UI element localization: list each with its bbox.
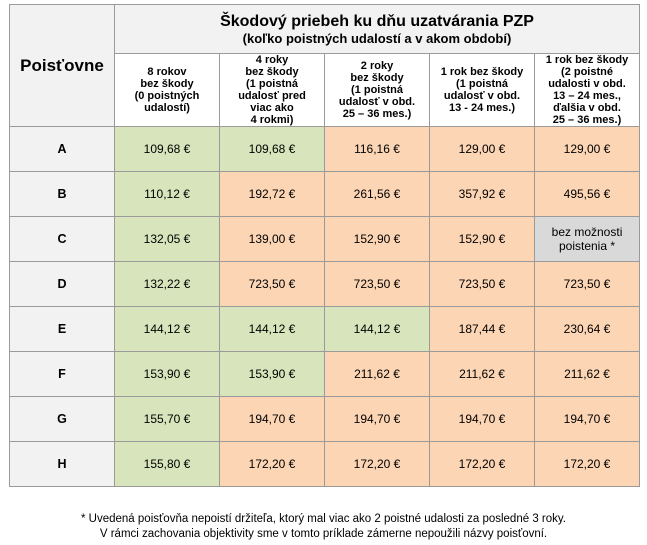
page-title: Škodový priebeh ku dňu uzatvárania PZP bbox=[220, 12, 534, 30]
premium-cell: 172,20 € bbox=[535, 442, 640, 487]
insurer-label: C bbox=[10, 217, 115, 262]
premium-cell: 152,90 € bbox=[430, 217, 535, 262]
premium-cell: 194,70 € bbox=[535, 397, 640, 442]
premium-cell: 723,50 € bbox=[220, 262, 325, 307]
column-header-line: 25 – 36 mes.) bbox=[342, 108, 412, 120]
row-header-label: Poisťovne bbox=[10, 5, 115, 127]
premium-cell: 155,70 € bbox=[115, 397, 220, 442]
table-row bbox=[10, 352, 640, 397]
column-header-4 bbox=[430, 54, 535, 127]
premium-cell: 129,00 € bbox=[535, 127, 640, 172]
column-header-line: (1 poistná bbox=[246, 78, 298, 90]
premium-cell: 109,68 € bbox=[115, 127, 220, 172]
table-row bbox=[10, 442, 640, 487]
premium-cell: 194,70 € bbox=[430, 397, 535, 442]
insurer-label: G bbox=[10, 397, 115, 442]
premium-cell: 211,62 € bbox=[535, 352, 640, 397]
premium-cell: 153,90 € bbox=[115, 352, 220, 397]
premium-cell: 194,70 € bbox=[220, 397, 325, 442]
premium-cell: 261,56 € bbox=[325, 172, 430, 217]
insurer-label: D bbox=[10, 262, 115, 307]
table-body bbox=[10, 127, 640, 487]
premium-cell: 172,20 € bbox=[430, 442, 535, 487]
column-header-line: 1 rok bez škody bbox=[440, 66, 524, 78]
column-header-line: (2 poistné bbox=[561, 66, 613, 78]
table-row bbox=[10, 397, 640, 442]
column-header-line: 2 roky bbox=[360, 60, 394, 72]
insurer-label: H bbox=[10, 442, 115, 487]
premium-cell: 132,05 € bbox=[115, 217, 220, 262]
table-row bbox=[10, 172, 640, 217]
column-header-line: udalosť v obd. bbox=[443, 90, 521, 102]
column-header-line: (0 poistných bbox=[134, 90, 200, 102]
table-row bbox=[10, 217, 640, 262]
premium-cell: 194,70 € bbox=[325, 397, 430, 442]
column-header-line: 1 rok bez škody bbox=[545, 54, 629, 66]
insurer-label: F bbox=[10, 352, 115, 397]
column-header-line: viac ako bbox=[250, 102, 294, 114]
premium-cell: 109,68 € bbox=[220, 127, 325, 172]
premium-cell: 172,20 € bbox=[220, 442, 325, 487]
premium-cell: 187,44 € bbox=[430, 307, 535, 352]
insurance-comparison-table bbox=[9, 4, 640, 487]
column-header-3 bbox=[325, 54, 430, 127]
column-header-line: 4 rokmi) bbox=[250, 114, 294, 126]
footnote-line-1: * Uvedená poisťovňa nepoistí držiteľa, ktorý mal viac ako 2 poistné udalosti za posledné 3 roky. bbox=[81, 513, 566, 525]
footnote bbox=[0, 512, 647, 542]
column-header-line: ďalšia v obd. bbox=[553, 102, 621, 114]
premium-cell: 723,50 € bbox=[325, 262, 430, 307]
table-row bbox=[10, 307, 640, 352]
cell-note-line: bez možnosti bbox=[551, 225, 623, 239]
column-header-5 bbox=[535, 54, 640, 127]
premium-cell: 116,16 € bbox=[325, 127, 430, 172]
premium-cell: 211,62 € bbox=[325, 352, 430, 397]
premium-cell: 192,72 € bbox=[220, 172, 325, 217]
premium-cell: 723,50 € bbox=[535, 262, 640, 307]
premium-cell: 132,22 € bbox=[115, 262, 220, 307]
premium-cell: 152,90 € bbox=[325, 217, 430, 262]
insurer-label: E bbox=[10, 307, 115, 352]
column-header-line: 25 – 36 mes.) bbox=[552, 114, 622, 126]
column-header-line: bez škody bbox=[350, 72, 404, 84]
premium-cell: 230,64 € bbox=[535, 307, 640, 352]
premium-cell: 172,20 € bbox=[325, 442, 430, 487]
page-subtitle: (koľko poistných udalostí a v akom období) bbox=[242, 30, 512, 46]
table-row bbox=[10, 127, 640, 172]
column-header-line: (1 poistná bbox=[351, 84, 403, 96]
premium-cell: 139,00 € bbox=[220, 217, 325, 262]
table-row bbox=[10, 262, 640, 307]
table-title bbox=[115, 5, 640, 54]
premium-cell: 495,56 € bbox=[535, 172, 640, 217]
premium-cell: 129,00 € bbox=[430, 127, 535, 172]
premium-cell: 211,62 € bbox=[430, 352, 535, 397]
column-header-1 bbox=[115, 54, 220, 127]
column-header-line: (1 poistná bbox=[456, 78, 508, 90]
premium-cell: 144,12 € bbox=[220, 307, 325, 352]
cell-note-line: poistenia * bbox=[558, 239, 616, 253]
footnote-line-2: V rámci zachovania objektivity sme v tomto príklade zámerne nepoužili názvy poisťovní. bbox=[99, 528, 548, 540]
premium-cell: 144,12 € bbox=[115, 307, 220, 352]
column-header-line: udalosť pred bbox=[238, 90, 306, 102]
column-header-line: 13 – 24 mes., bbox=[553, 90, 621, 102]
premium-cell: 357,92 € bbox=[430, 172, 535, 217]
premium-cell: 110,12 € bbox=[115, 172, 220, 217]
column-header-line: 13 - 24 mes.) bbox=[448, 102, 516, 114]
premium-cell: 723,50 € bbox=[430, 262, 535, 307]
column-header-line: udalosť v obd. bbox=[338, 96, 416, 108]
premium-cell bbox=[535, 217, 640, 262]
column-header-line: bez škody bbox=[140, 78, 194, 90]
column-header-line: 4 roky bbox=[255, 54, 289, 66]
premium-cell: 144,12 € bbox=[325, 307, 430, 352]
insurer-label: B bbox=[10, 172, 115, 217]
column-header-line: bez škody bbox=[245, 66, 299, 78]
premium-cell: 153,90 € bbox=[220, 352, 325, 397]
column-header-line: udalostí) bbox=[144, 102, 190, 114]
column-header-line: udalosti v obd. bbox=[548, 78, 626, 90]
column-header-2 bbox=[220, 54, 325, 127]
premium-cell: 155,80 € bbox=[115, 442, 220, 487]
column-header-line: 8 rokov bbox=[147, 66, 187, 78]
insurer-label: A bbox=[10, 127, 115, 172]
